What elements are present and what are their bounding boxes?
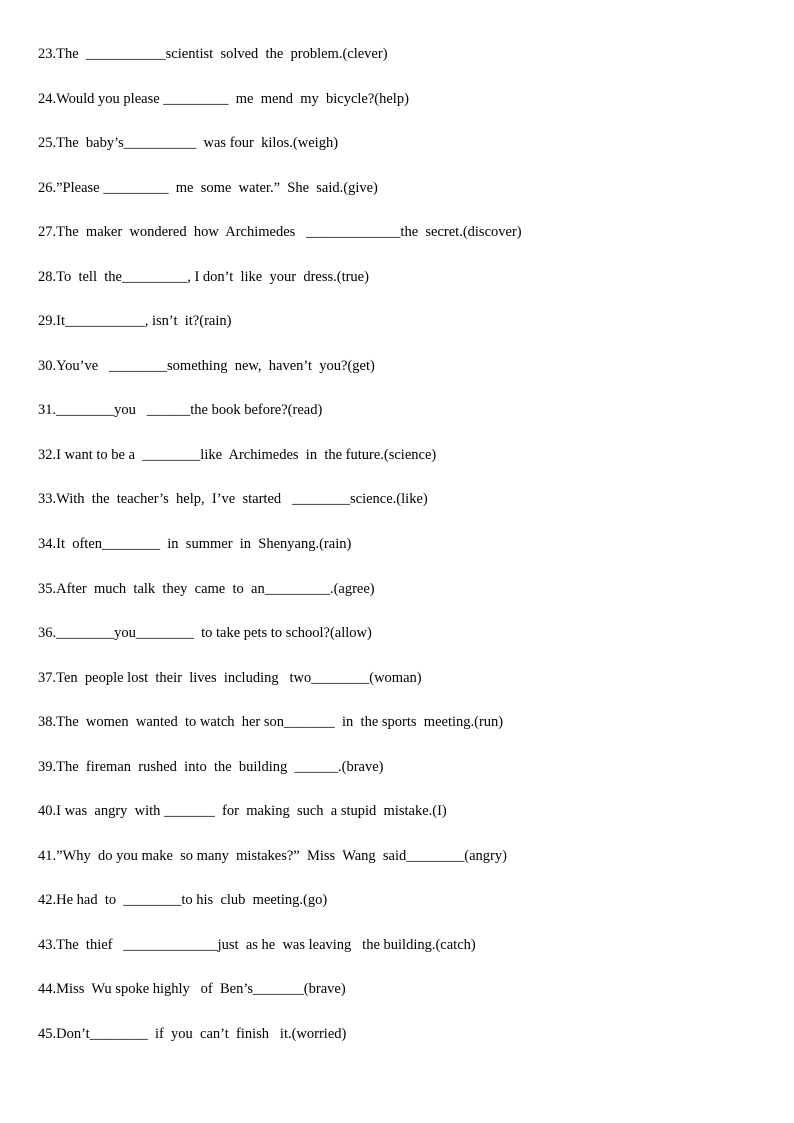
question-39: 39.The fireman rushed into the building ______.(brave) — [38, 759, 384, 775]
question-23: 23.The ___________scientist solved the problem.(clever) — [38, 46, 388, 62]
question-34: 34.It often________ in summer in Shenyang.(rain) — [38, 536, 352, 552]
question-43: 43.The thief _____________just as he was leaving the building.(catch) — [38, 937, 476, 953]
question-25: 25.The baby’s__________ was four kilos.(weigh) — [38, 135, 339, 151]
question-38: 38.The women wanted to watch her son_______ in the sports meeting.(run) — [38, 714, 504, 730]
question-24: 24.Would you please _________ me mend my bicycle?(help) — [38, 91, 409, 107]
question-27: 27.The maker wondered how Archimedes _____________the secret.(discover) — [38, 224, 522, 240]
question-37: 37.Ten people lost their lives including two________(woman) — [38, 670, 422, 686]
question-29: 29.It___________, isn’t it?(rain) — [38, 313, 232, 329]
question-30: 30.You’ve ________something new, haven’t you?(get) — [38, 358, 375, 374]
question-40: 40.I was angry with _______ for making such a stupid mistake.(I) — [38, 803, 447, 819]
question-44: 44.Miss Wu spoke highly of Ben’s_______(brave) — [38, 981, 346, 997]
question-41: 41.”Why do you make so many mistakes?” Miss Wang said________(angry) — [38, 848, 507, 864]
question-45: 45.Don’t________ if you can’t finish it.(worried) — [38, 1026, 347, 1042]
question-26: 26.”Please _________ me some water.” She said.(give) — [38, 180, 378, 196]
question-33: 33.With the teacher’s help, I’ve started ________science.(like) — [38, 491, 428, 507]
question-36: 36.________you________ to take pets to school?(allow) — [38, 625, 372, 641]
question-31: 31.________you ______the book before?(read) — [38, 402, 323, 418]
question-42: 42.He had to ________to his club meeting.(go) — [38, 892, 328, 908]
question-35: 35.After much talk they came to an_________.(agree) — [38, 581, 375, 597]
question-32: 32.I want to be a ________like Archimedes in the future.(science) — [38, 447, 437, 463]
question-28: 28.To tell the_________, I don’t like your dress.(true) — [38, 269, 369, 285]
